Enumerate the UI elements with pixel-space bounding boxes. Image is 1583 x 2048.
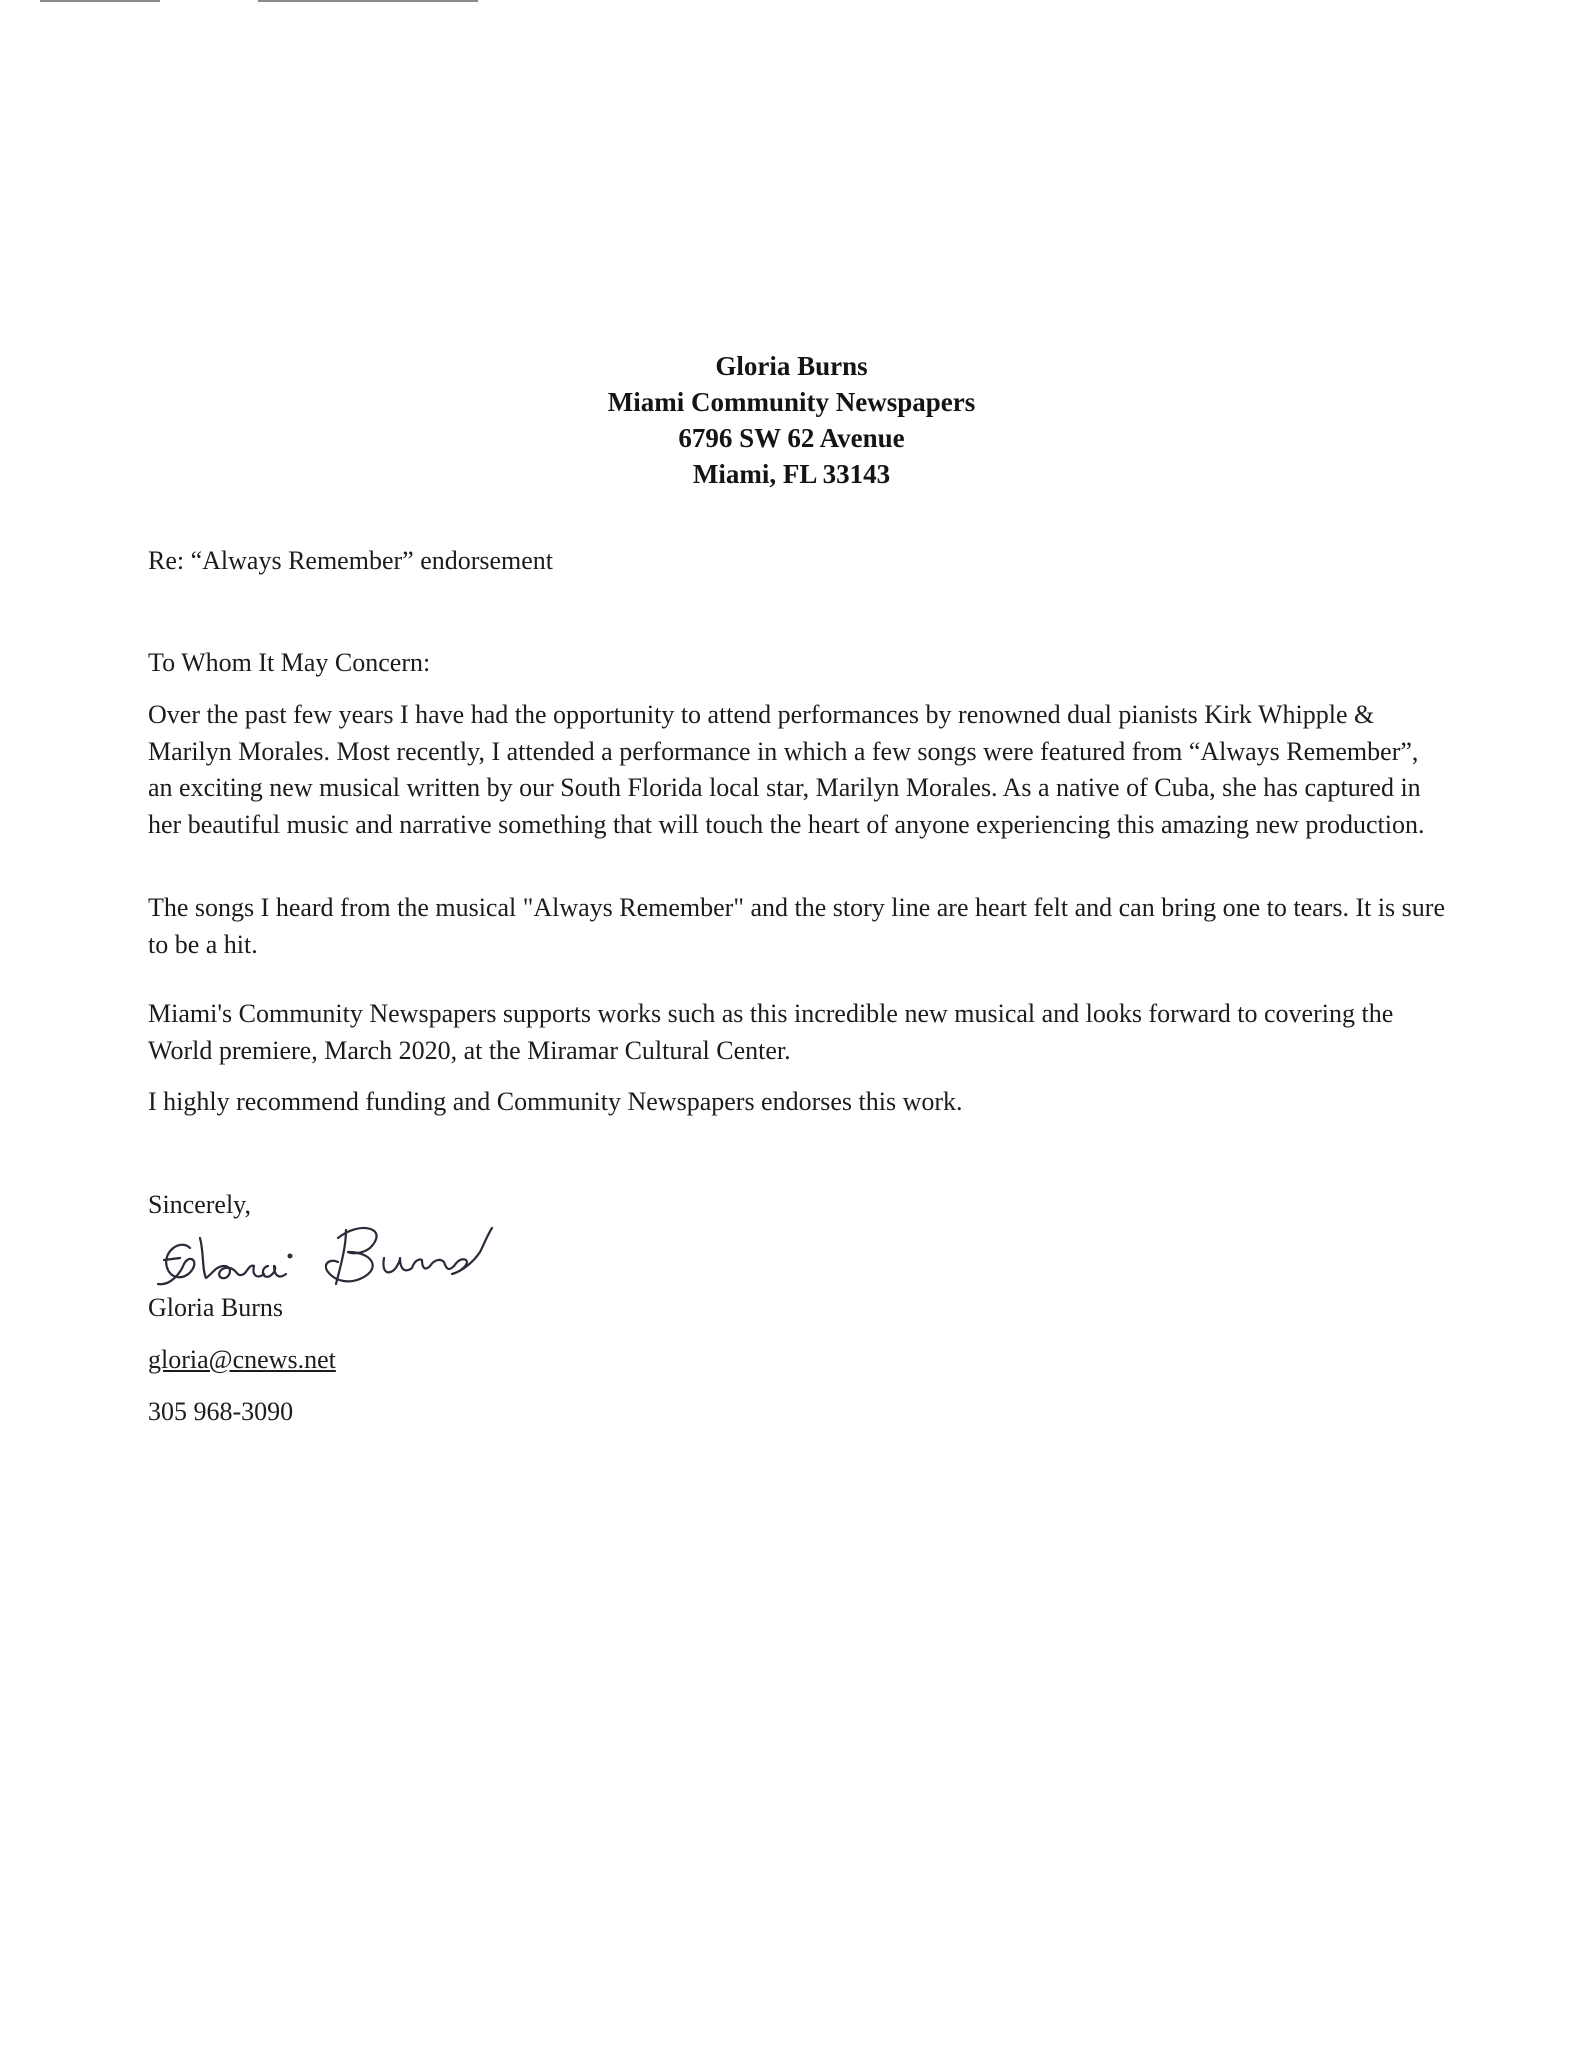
subject-line: Re: “Always Remember” endorsement [148,546,554,575]
scan-edge-mark [258,0,478,2]
scan-edge-mark [40,0,160,2]
letterhead-organization: Miami Community Newspapers [607,387,976,417]
paragraph-intro: Over the past few years I have had the opportunity to attend performances by renowned dual pianists Kirk Whipple & Marilyn Morales. Most recently, I attended a performance in which a few songs were featured from “Always Remember”, an exciting new musical written by our South Florida local star, Marilyn Morales. As a native of Cuba, she has captured in her beautiful music and narrative something that will touch the heart of anyone experiencing this amazing new production. [148,700,1425,839]
letterhead-street: 6796 SW 62 Avenue [678,423,905,453]
email-link[interactable]: gloria@cnews.net [148,1345,336,1374]
letterhead-city: Miami, FL 33143 [692,459,891,489]
paragraph-songs: The songs I heard from the musical "Always Remember" and the story line are heart felt and can bring one to tears. It is sure to be a hit. [148,893,1445,959]
phone-number: 305 968-3090 [148,1397,294,1426]
letterhead-name: Gloria Burns [715,351,868,381]
paragraph-support: Miami's Community Newspapers supports works such as this incredible new musical and looks forward to covering the World premiere, March 2020, at the Miramar Cultural Center. [148,999,1394,1065]
salutation: To Whom It May Concern: [148,648,431,677]
closing: Sincerely, [148,1190,251,1219]
letterhead [0,348,1583,492]
signer-name: Gloria Burns [148,1293,284,1322]
handwritten-signature [150,1208,500,1298]
paragraph-recommendation: I highly recommend funding and Community Newspapers endorses this work. [148,1087,963,1116]
